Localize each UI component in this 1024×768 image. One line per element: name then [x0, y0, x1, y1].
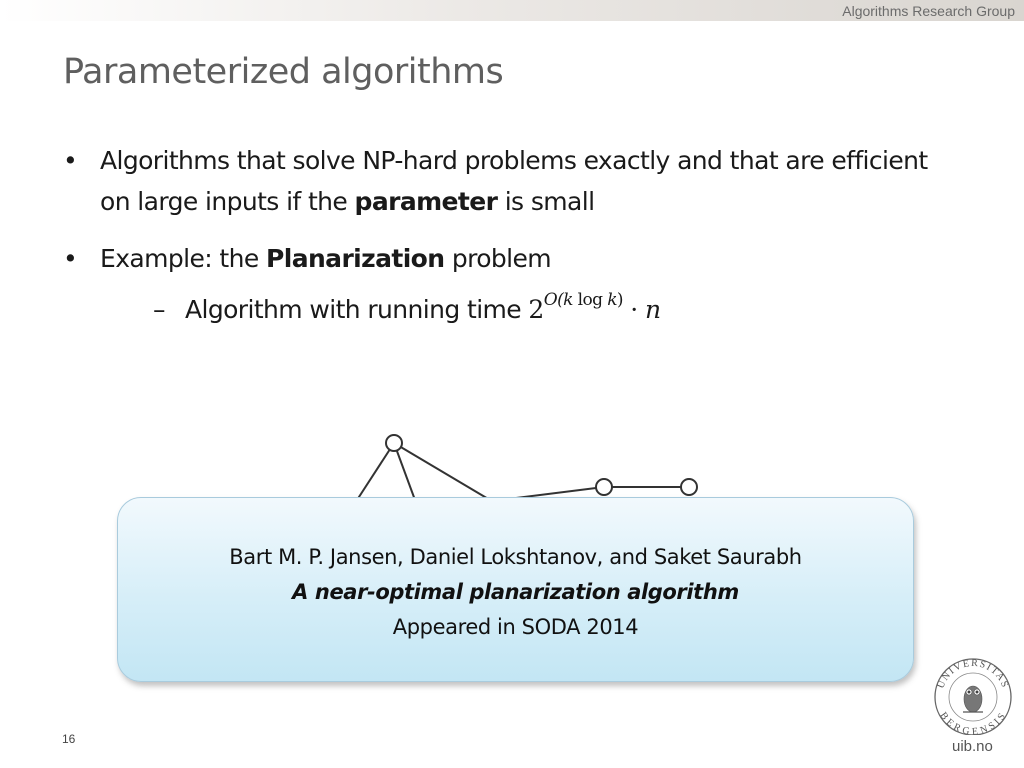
formula-n: n — [644, 295, 661, 324]
bullet-item — [60, 238, 960, 330]
bullet-item — [60, 140, 960, 222]
citation-authors: Bart M. P. Jansen, Daniel Lokshtanov, and Saket Saurabh — [229, 545, 802, 569]
bullet-text: is small — [497, 187, 595, 216]
bullet-marker: • — [63, 244, 78, 273]
formula-base: 2 — [528, 295, 544, 324]
graph-vertex — [681, 479, 697, 495]
citation-box — [117, 497, 914, 682]
formula-paren: ) — [616, 289, 623, 310]
sub-bullet-marker: – — [153, 295, 165, 324]
bullet-text: problem — [444, 244, 552, 273]
formula-dot: · — [622, 295, 645, 324]
university-seal-logo — [930, 655, 1016, 735]
graph-edge — [394, 443, 415, 500]
formula-big-o: O( — [543, 289, 564, 310]
sub-bullet-text: Algorithm with running time — [185, 295, 529, 324]
running-time-formula — [528, 289, 661, 324]
slide-title: Parameterized algorithms — [63, 52, 504, 92]
bullet-text: Example: the — [100, 244, 267, 273]
bullet-bold-term: parameter — [354, 187, 498, 216]
citation-text — [118, 540, 913, 645]
formula-log: log — [572, 289, 608, 310]
formula-k: k — [563, 289, 573, 310]
site-url[interactable]: uib.no — [952, 738, 993, 755]
formula-k: k — [607, 289, 617, 310]
graph-edge — [357, 443, 394, 500]
graph-edge — [394, 443, 490, 500]
citation-paper-title: A near-optimal planarization algorithm — [292, 580, 739, 604]
svg-text:UNIVERSITAS: UNIVERSITAS — [935, 657, 1011, 691]
bullet-list — [60, 140, 960, 330]
svg-text:BERGENSIS: BERGENSIS — [937, 710, 1009, 735]
citation-venue: Appeared in SODA 2014 — [392, 615, 639, 639]
formula-exponent — [544, 290, 623, 310]
bullet-bold-term: Planarization — [266, 244, 445, 273]
graph-vertex — [596, 479, 612, 495]
bullet-text: Algorithms that solve NP-hard problems exactly and that are efficient on large inputs if the — [100, 146, 928, 216]
graph-vertex — [386, 435, 402, 451]
header-bar — [0, 0, 1024, 21]
bullet-marker: • — [63, 146, 78, 175]
group-name: Algorithms Research Group — [842, 3, 1015, 19]
sub-bullet-item — [100, 289, 960, 330]
slide-number: 16 — [62, 732, 76, 746]
